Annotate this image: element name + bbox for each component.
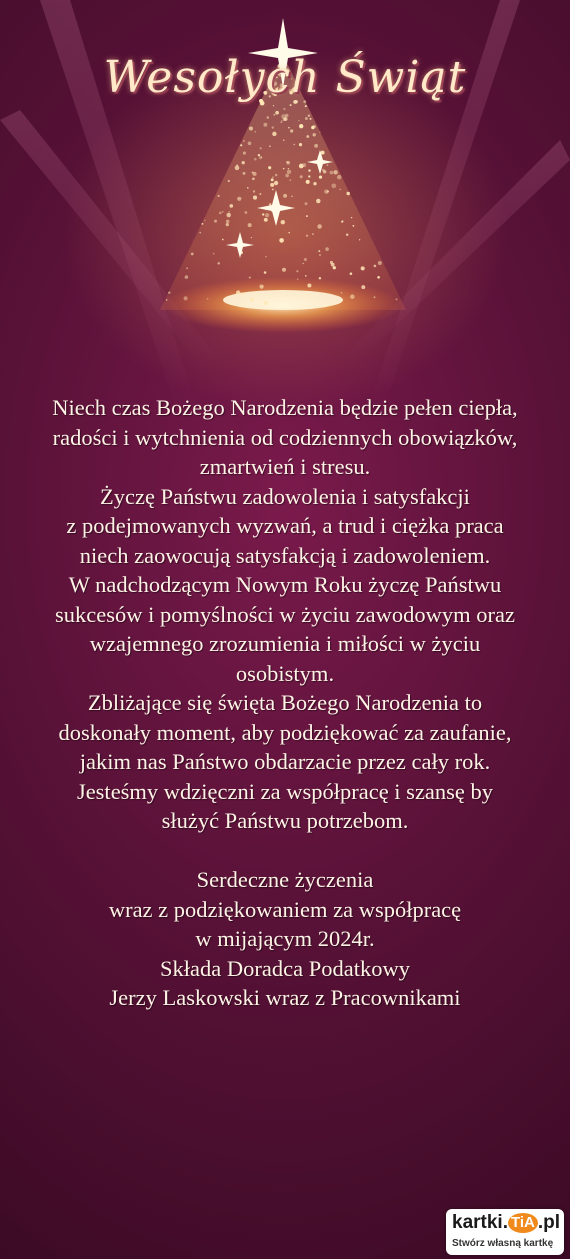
wishes-line: doskonały moment, aby podziękować za zaufanie, bbox=[58, 719, 512, 745]
wishes-line: zmartwień i stresu. bbox=[199, 454, 371, 479]
wishes-line: jakim nas Państwo obdarzacie przez cały rok. bbox=[79, 749, 491, 774]
signature-line: Składa Doradca Podatkowy bbox=[160, 955, 410, 981]
wishes-line: osobistym. bbox=[235, 660, 335, 686]
kartki-logo-link[interactable] bbox=[446, 1209, 564, 1255]
wishes-line: wzajemnego zrozumienia i miłości w życiu bbox=[89, 631, 481, 656]
logo-brand: kartki. TiA .pl bbox=[452, 1212, 561, 1233]
signature-line: w mijającym 2024r. bbox=[195, 926, 375, 951]
wishes-line: Niech czas Bożego Narodzenia będzie pełen ciepła, bbox=[52, 395, 518, 420]
signature-line: Serdeczne życzenia bbox=[196, 867, 374, 892]
wishes-line: Zbliżające się święta Bożego Narodzenia to bbox=[87, 690, 483, 715]
signature-line: Jerzy Laskowski wraz z Pracownikami bbox=[109, 985, 461, 1010]
wishes-line: W nadchodzącym Nowym Roku życzę Państwu bbox=[68, 572, 502, 597]
wishes-line: radości i wytchnienia od codziennych obowiązków, bbox=[52, 424, 518, 450]
wishes-line: niech zaowocują satysfakcją i zadowoleniem. bbox=[79, 542, 491, 568]
wishes-line: Jesteśmy wdzięczni za współpracę i szansę by bbox=[76, 778, 494, 804]
wishes-line: sukcesów i pomyślności w życiu zawodowym oraz bbox=[55, 601, 515, 627]
logo-badge: TiA bbox=[508, 1213, 538, 1233]
wishes-line: służyć Państwu potrzebom. bbox=[161, 808, 409, 833]
wishes-line: z podejmowanych wyzwań, a trud i ciężka praca bbox=[66, 513, 504, 538]
greeting-title: Wesołych Świąt bbox=[103, 52, 467, 103]
signature-line: wraz z podziękowaniem za współpracę bbox=[108, 896, 462, 922]
wishes-text bbox=[10, 393, 560, 1013]
logo-tagline: Stwórz własną kartkę bbox=[452, 1238, 554, 1249]
blank-line bbox=[10, 836, 560, 866]
wishes-line: Życzę Państwu zadowolenia i satysfakcji bbox=[100, 483, 470, 509]
